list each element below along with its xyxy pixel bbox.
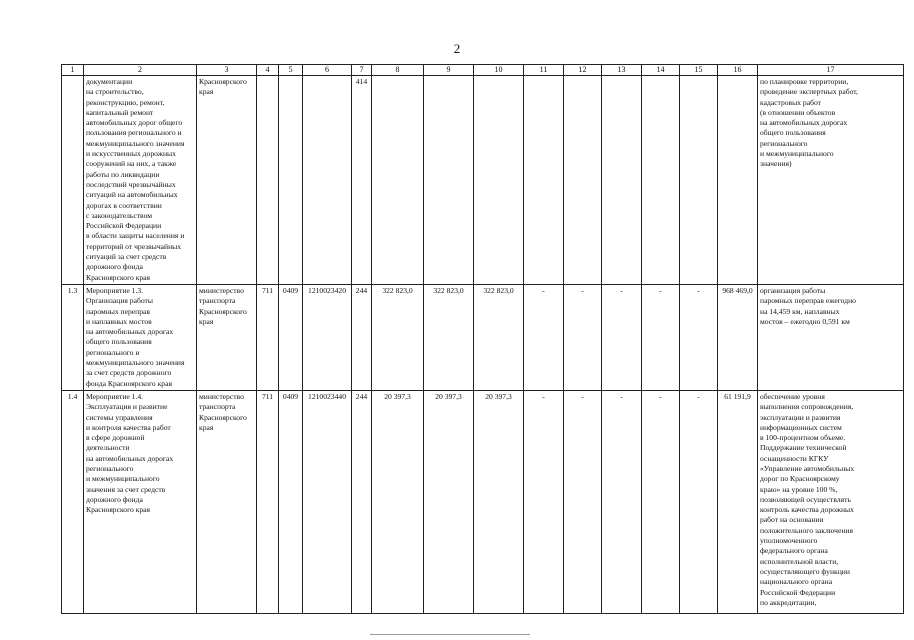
program-activities-table <box>61 64 904 614</box>
responsible-cell: министерство транспорта Красноярского края <box>197 284 257 390</box>
activity-name-cell: Мероприятие 1.4. Эксплуатация и развитие системы управления и контроля качества работ в сфере дорожной деятельности на автомобильных дорогах регионального и межмуниципального значения за счет средств дорожного фонда Красноярского края <box>84 390 197 613</box>
amount-cell: 322 823,0 <box>372 284 424 390</box>
grbs-code-cell: 711 <box>257 390 279 613</box>
table-row <box>62 76 904 285</box>
rzpr-code-cell: 0409 <box>279 390 303 613</box>
amount-cell <box>680 76 718 285</box>
table-row <box>62 284 904 390</box>
activity-name-cell: Мероприятие 1.3. Организация работы паромных переправ и наплавных мостов на автомобильных дорогах общего пользования регионального и межмуниципального значения за счет средств дорожного фонда Красноярского края <box>84 284 197 390</box>
column-number: 2 <box>84 65 197 76</box>
rzpr-code-cell <box>279 76 303 285</box>
amount-cell: - <box>524 390 564 613</box>
amount-cell: - <box>564 284 602 390</box>
column-number: 11 <box>524 65 564 76</box>
amount-cell: 20 397,3 <box>474 390 524 613</box>
column-number: 4 <box>257 65 279 76</box>
amount-cell <box>474 76 524 285</box>
column-number: 9 <box>424 65 474 76</box>
row-number-cell: 1.4 <box>62 390 84 613</box>
grbs-code-cell <box>257 76 279 285</box>
amount-cell: - <box>680 390 718 613</box>
amount-cell: 20 397,3 <box>372 390 424 613</box>
total-cell <box>718 76 758 285</box>
amount-cell: - <box>642 284 680 390</box>
column-number: 6 <box>303 65 352 76</box>
vr-code-cell: 244 <box>352 390 372 613</box>
column-number: 14 <box>642 65 680 76</box>
vr-code-cell: 244 <box>352 284 372 390</box>
column-number: 12 <box>564 65 602 76</box>
row-number-cell: 1.3 <box>62 284 84 390</box>
row-number-cell <box>62 76 84 285</box>
csr-code-cell <box>303 76 352 285</box>
total-cell: 61 191,9 <box>718 390 758 613</box>
amount-cell <box>524 76 564 285</box>
vr-code-cell: 414 <box>352 76 372 285</box>
amount-cell: - <box>642 390 680 613</box>
amount-cell: - <box>524 284 564 390</box>
total-cell: 968 469,0 <box>718 284 758 390</box>
column-number-row <box>62 65 904 76</box>
amount-cell <box>642 76 680 285</box>
column-number: 15 <box>680 65 718 76</box>
amount-cell <box>564 76 602 285</box>
activity-name-cell: документации на строительство, реконструкцию, ремонт, капитальный ремонт автомобильных дорог общего пользования регионального и межмуниципального значения и искусственных дорожных сооружений на них, а также работы по ликвидации последствий чрезвычайных ситуаций на автомобильных дорогах в соответствии с законодательством Российской Федерации в области защиты населения и территорий от чрезвычайных ситуаций за счет средств дорожного фонда Красноярского края <box>84 76 197 285</box>
table-row <box>62 390 904 613</box>
expected-result-cell: обеспечение уровня выполнения сопровождения, эксплуатации и развития информационных систем в 100-процентном объеме. Поддержание технической оснащенности КГКУ «Управление автомобильных дорог по Красноярскому краю» на уровне 100 %, позволяющей осуществлять контроль качества дорожных работ на основании положительного заключения уполномоченного федерального органа исполнительной власти, осуществляющего функции национального органа Российской Федерации по аккредитации, <box>758 390 904 613</box>
responsible-cell: министерство транспорта Красноярского края <box>197 390 257 613</box>
column-number: 8 <box>372 65 424 76</box>
expected-result-cell: по планировке территории, проведение экспертных работ, кадастровых работ (в отношении объектов на автомобильных дорогах общего пользования регионального и межмуниципального значения) <box>758 76 904 285</box>
rzpr-code-cell: 0409 <box>279 284 303 390</box>
column-number: 16 <box>718 65 758 76</box>
amount-cell: 322 823,0 <box>474 284 524 390</box>
expected-result-cell: организация работы паромных переправ ежегодно на 14,459 км, наплавных мостов – ежегодно 0,591 км <box>758 284 904 390</box>
amount-cell: 20 397,3 <box>424 390 474 613</box>
responsible-cell: Красноярского края <box>197 76 257 285</box>
grbs-code-cell: 711 <box>257 284 279 390</box>
column-number: 13 <box>602 65 642 76</box>
csr-code-cell: 1210023420 <box>303 284 352 390</box>
scan-edge-line <box>370 634 530 635</box>
amount-cell <box>602 76 642 285</box>
amount-cell: - <box>602 284 642 390</box>
column-number: 10 <box>474 65 524 76</box>
amount-cell: - <box>602 390 642 613</box>
amount-cell <box>372 76 424 285</box>
column-number: 3 <box>197 65 257 76</box>
amount-cell: 322 823,0 <box>424 284 474 390</box>
column-number: 17 <box>758 65 904 76</box>
column-number: 1 <box>62 65 84 76</box>
column-number: 7 <box>352 65 372 76</box>
amount-cell: - <box>564 390 602 613</box>
csr-code-cell: 1210023440 <box>303 390 352 613</box>
amount-cell <box>424 76 474 285</box>
page-number: 2 <box>453 41 461 56</box>
amount-cell: - <box>680 284 718 390</box>
column-number: 5 <box>279 65 303 76</box>
